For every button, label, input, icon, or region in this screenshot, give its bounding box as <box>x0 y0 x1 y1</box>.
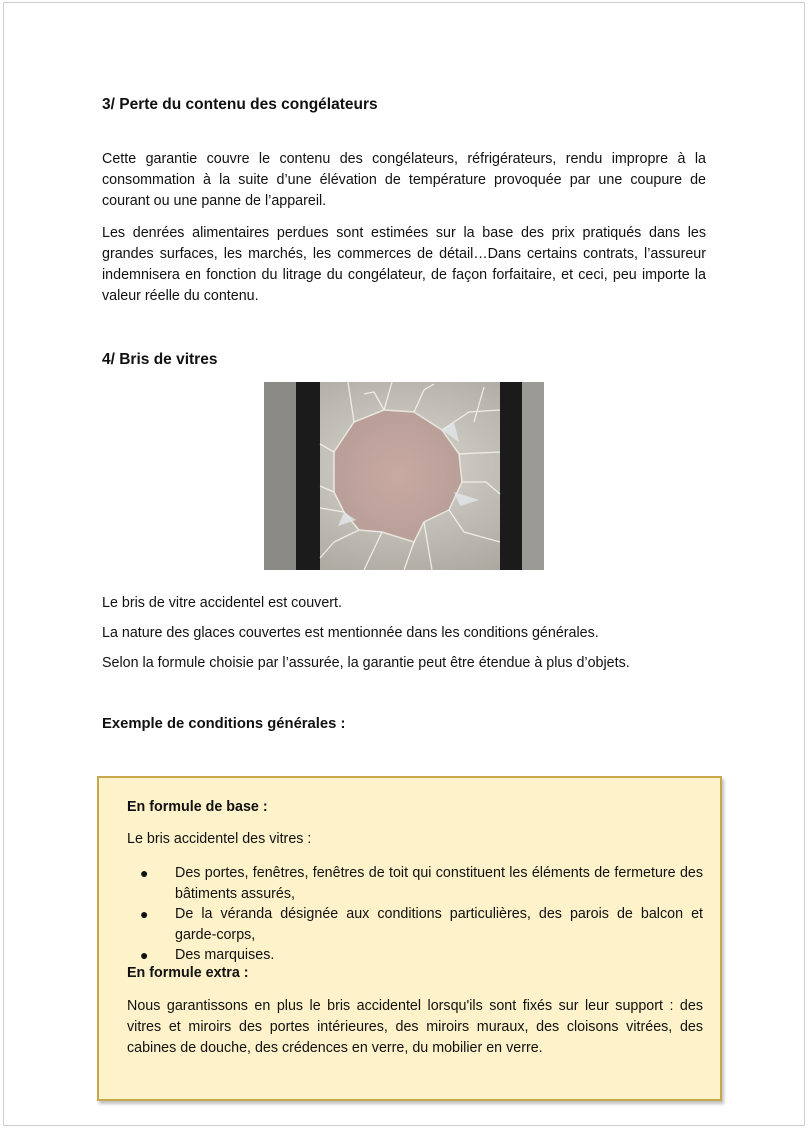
list-item-text: Des marquises. <box>175 947 275 963</box>
broken-glass-photo <box>264 382 544 570</box>
base-formula-title: En formule de base : <box>127 799 268 815</box>
extra-formula-text: Nous garantissons en plus le bris accidentel lorsqu'ils sont fixés sur leur support : des vitres et miroirs des portes intérieures, des miroirs muraux, des cloisons vitrées, des cabines de douche, des crédences en verre, du mobilier en verre. <box>127 998 703 1056</box>
section4-title: 4/ Bris de vitres <box>102 351 218 368</box>
bullet-icon: ● <box>140 865 149 881</box>
section3-paragraph-1: Cette garantie couvre le contenu des congélateurs, réfrigérateurs, rendu impropre à la consommation à la suite d’une élévation de température provoquée par une coupure de courant ou une panne de l’appareil. <box>102 151 706 209</box>
example-heading: Exemple de conditions générales : <box>102 716 346 732</box>
base-formula-intro: Le bris accidentel des vitres : <box>127 831 312 847</box>
section4-line-2: La nature des glaces couvertes est mentionnée dans les conditions générales. <box>102 625 599 641</box>
bullet-icon: ● <box>140 906 149 922</box>
section3-title: 3/ Perte du contenu des congélateurs <box>102 96 378 113</box>
section4-line-1: Le bris de vitre accidentel est couvert. <box>102 595 342 611</box>
list-item-text: Des portes, fenêtres, fenêtres de toit qui constituent les éléments de fermeture des bâtiments assurés, <box>175 865 703 902</box>
section3-paragraph-2: Les denrées alimentaires perdues sont estimées sur la base des prix pratiqués dans les grandes surfaces, les marchés, les commerces de détail…Dans certains contrats, l’assureur indemnisera en fonction du litrage du congélateur, de façon forfaitaire, et ceci, peu importe la valeur réelle du contenu. <box>102 225 706 304</box>
base-formula-list <box>127 863 703 966</box>
section4-line-3: Selon la formule choisie par l’assurée, la garantie peut être étendue à plus d’objets. <box>102 655 630 671</box>
extra-formula-title: En formule extra : <box>127 965 249 981</box>
list-item <box>127 945 703 966</box>
list-item-text: De la véranda désignée aux conditions particulières, des parois de balcon et garde-corps, <box>175 906 703 943</box>
list-item <box>127 863 703 904</box>
list-item <box>127 904 703 945</box>
conditions-box <box>97 776 722 1101</box>
bullet-icon: ● <box>140 947 149 963</box>
